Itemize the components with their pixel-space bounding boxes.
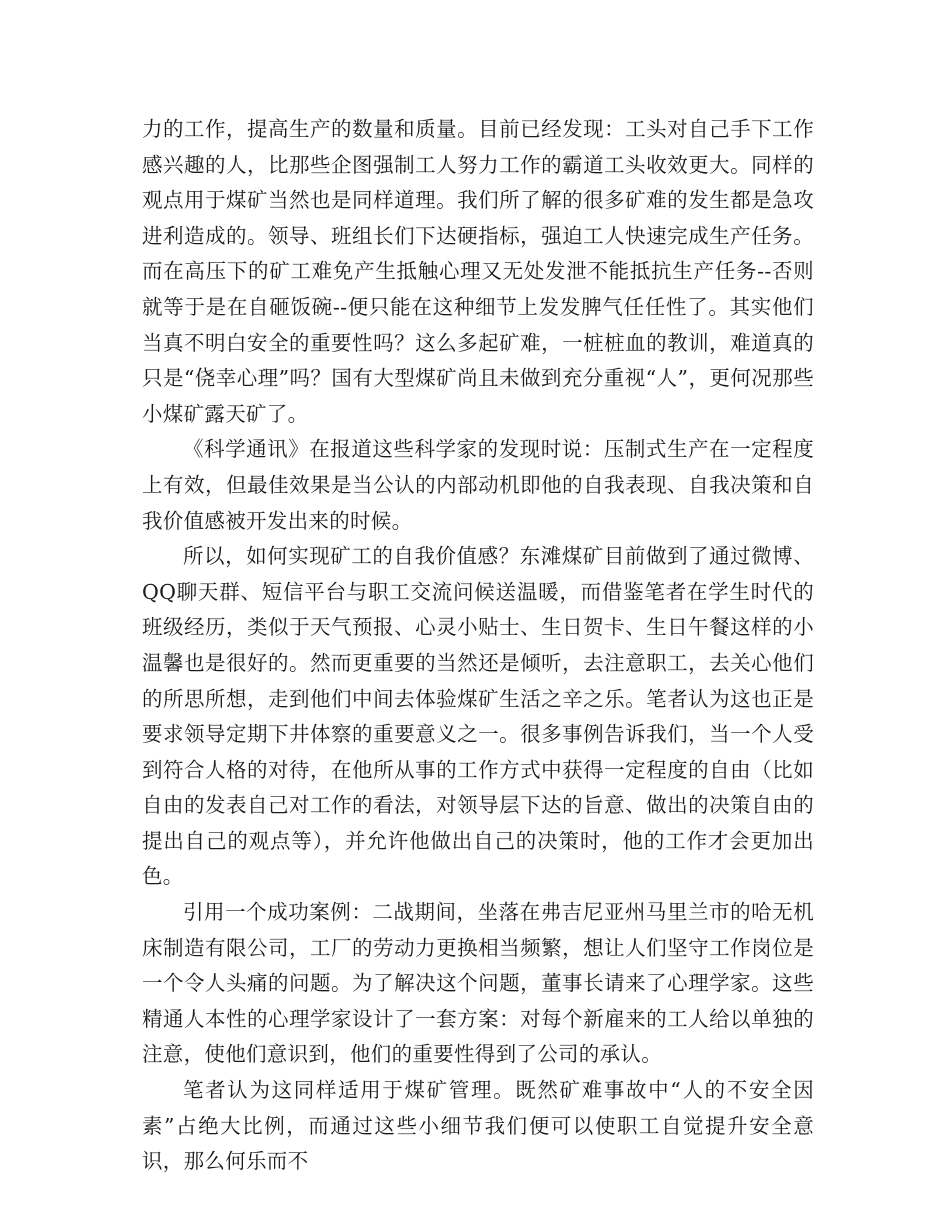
document-body <box>142 112 814 1180</box>
paragraph: 《科学通讯》在报道这些科学家的发现时说：压制式生产在一定程度上有效，但最佳效果是当公认的内部动机即他的自我表现、自我决策和自我价值感被开发出来的时候。 <box>142 437 814 533</box>
paragraph: 力的工作，提高生产的数量和质量。目前已经发现：工头对自己手下工作感兴趣的人，比那些企图强制工人努力工作的霸道工头收效更大。同样的观点用于煤矿当然也是同样道理。我们所了解的很多矿难的发生都是急攻进利造成的。领导、班组长们下达硬指标，强迫工人快速完成生产任务。而在高压下的矿工难免产生抵触心理又无处发泄不能抵抗生产任务--否则就等于是在自砸饭碗--便只能在这种细节上发发脾气任任性了。其实他们当真不明白安全的重要性吗？这么多起矿难，一桩桩血的教训，难道真的只是“侥幸心理”吗？国有大型煤矿尚且未做到充分重视“人”，更何况那些小煤矿露天矿了。 <box>142 117 814 426</box>
paragraph: 所以，如何实现矿工的自我价值感？东滩煤矿目前做到了通过微博、QQ聊天群、短信平台与职工交流问候送温暖，而借鉴笔者在学生时代的班级经历，类似于天气预报、心灵小贴士、生日贺卡、生日午餐这样的小温馨也是很好的。然而更重要的当然还是倾听，去注意职工，去关心他们的所思所想，走到他们中间去体验煤矿生活之辛之乐。笔者认为这也正是要求领导定期下井体察的重要意义之一。很多事例告诉我们，当一个人受到符合人格的对待，在他所从事的工作方式中获得一定程度的自由（比如自由的发表自己对工作的看法，对领导层下达的旨意、做出的决策自由的提出自己的观点等），并允许他做出自己的决策时，他的工作才会更加出色。 <box>142 544 814 889</box>
paragraph: 笔者认为这同样适用于煤矿管理。既然矿难事故中“人的不安全因素”占绝大比例，而通过这些小细节我们便可以使职工自觉提升安全意识，那么何乐而不 <box>142 1078 814 1174</box>
paragraph: 引用一个成功案例：二战期间，坐落在弗吉尼亚州马里兰市的哈无机床制造有限公司，工厂的劳动力更换相当频繁，想让人们坚守工作岗位是一个令人头痛的问题。为了解决这个问题，董事长请来了心理学家。这些精通人本性的心理学家设计了一套方案：对每个新雇来的工人给以单独的注意，使他们意识到，他们的重要性得到了公司的承认。 <box>142 900 814 1067</box>
